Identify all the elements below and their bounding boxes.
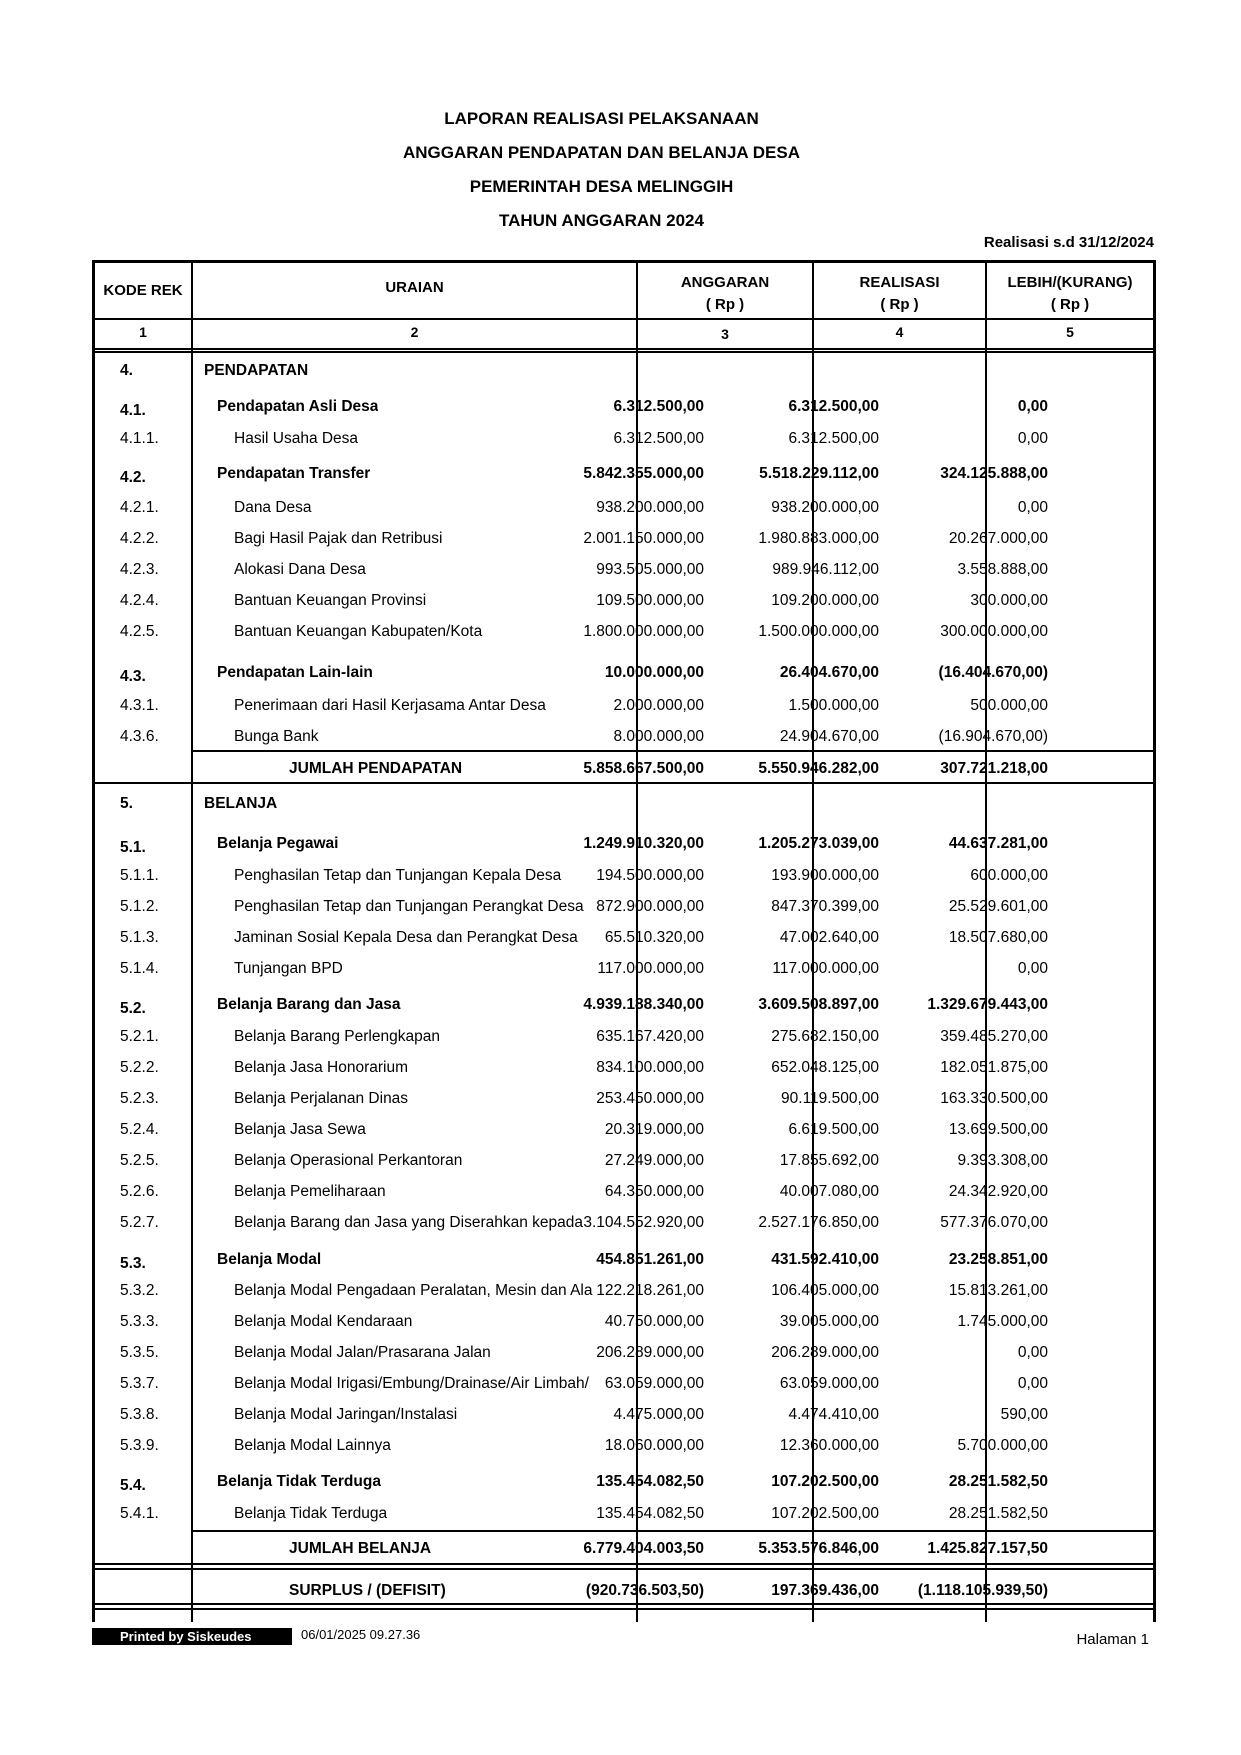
anggaran-value: 65.510.320,00 <box>604 929 704 946</box>
lebih-kurang-value: 23.258.851,00 <box>948 1251 1048 1268</box>
anggaran-value: 872.900.000,00 <box>596 898 704 915</box>
total-row <box>92 1582 1156 1612</box>
anggaran-value: 3.104.552.920,00 <box>583 1214 704 1231</box>
title-line-1: LAPORAN REALISASI PELAKSANAAN <box>444 109 759 128</box>
account-code: 4.1. <box>120 402 146 419</box>
anggaran-value: 135.454.082,50 <box>596 1473 704 1490</box>
lebih-kurang-value: 15.813.261,00 <box>948 1282 1048 1299</box>
table-row <box>92 1090 1156 1120</box>
anggaran-value: 6.312.500,00 <box>613 430 704 447</box>
anggaran-value: 5.842.355.000,00 <box>583 465 704 482</box>
realisasi-value: 6.619.500,00 <box>788 1121 879 1138</box>
header-anggaran-unit: ( Rp ) <box>705 296 745 313</box>
header-divider <box>92 318 1156 320</box>
realisasi-value: 12.360.000,00 <box>779 1437 879 1454</box>
account-code: 4.2.5. <box>120 623 159 640</box>
column-number: 2 <box>410 324 419 340</box>
lebih-kurang-value: 307.721.218,00 <box>940 760 1048 777</box>
realisasi-value: 5.353.576.846,00 <box>758 1540 879 1557</box>
account-name: Belanja Modal Lainnya <box>234 1437 391 1454</box>
account-code: 5.3.2. <box>120 1282 159 1299</box>
account-name: Belanja Modal Irigasi/Embung/Drainase/Air Limbah/ <box>234 1375 589 1392</box>
account-name: Belanja Modal Kendaraan <box>234 1313 413 1330</box>
realisasi-value: 2.527.176.850,00 <box>758 1214 879 1231</box>
account-code: 4.2. <box>120 469 146 486</box>
anggaran-value: 109.500.000,00 <box>596 592 704 609</box>
anggaran-value: 834.100.000,00 <box>596 1059 704 1076</box>
table-row <box>92 1473 1156 1503</box>
realisasi-value: 3.609.508.897,00 <box>758 996 879 1013</box>
table-row <box>92 1313 1156 1343</box>
table-row <box>92 697 1156 727</box>
anggaran-value: 117.000.000,00 <box>597 960 704 977</box>
realisasi-value: 106.405.000,00 <box>771 1282 879 1299</box>
table-row <box>92 795 1156 825</box>
account-code: 5.3.3. <box>120 1313 159 1330</box>
table-row <box>92 1059 1156 1089</box>
lebih-kurang-value: 9.393.308,00 <box>957 1152 1048 1169</box>
anggaran-value: (920.736.503,50) <box>585 1582 704 1599</box>
table-row <box>92 499 1156 529</box>
anggaran-value: 5.858.667.500,00 <box>583 760 704 777</box>
lebih-kurang-value: 24.342.920,00 <box>948 1183 1048 1200</box>
realisasi-value: 40.007.080,00 <box>779 1183 879 1200</box>
account-name: Belanja Pegawai <box>217 835 339 852</box>
table-row <box>92 362 1156 392</box>
column-number: 1 <box>139 324 147 340</box>
account-code: 5.2.2. <box>120 1059 159 1076</box>
account-name: Belanja Operasional Perkantoran <box>234 1152 463 1169</box>
account-code: 5.3. <box>120 1255 146 1272</box>
account-code: 5.1.1. <box>120 867 159 884</box>
lebih-kurang-value: 0,00 <box>1017 1375 1048 1392</box>
anggaran-value: 63.059.000,00 <box>604 1375 704 1392</box>
account-name: Penghasilan Tetap dan Tunjangan Kepala Desa <box>234 867 562 884</box>
header-lebih-label: LEBIH/(KURANG) <box>1007 274 1133 291</box>
printed-by-badge: Printed by Siskeudes <box>92 1628 292 1645</box>
report-title <box>0 108 1203 244</box>
account-name: Belanja Tidak Terduga <box>234 1505 388 1522</box>
anggaran-value: 8.000.000,00 <box>613 728 704 745</box>
header-realisasi-label: REALISASI <box>859 274 940 291</box>
account-name: Belanja Barang dan Jasa <box>217 996 401 1013</box>
lebih-kurang-value: (1.118.105.939,50) <box>917 1582 1048 1599</box>
account-code: 4.3.6. <box>120 728 159 745</box>
realisasi-value: 847.370.399,00 <box>771 898 879 915</box>
account-code: 5.1. <box>120 839 146 856</box>
realisasi-value: 5.550.946.282,00 <box>758 760 879 777</box>
realisasi-value: 17.855.692,00 <box>779 1152 879 1169</box>
table-row <box>92 835 1156 865</box>
account-name: JUMLAH BELANJA <box>289 1540 432 1557</box>
realisasi-value: 47.002.640,00 <box>779 929 879 946</box>
account-code: 5.4.1. <box>120 1505 159 1522</box>
lebih-kurang-value: 0,00 <box>1017 430 1048 447</box>
title-line-4: TAHUN ANGGARAN 2024 <box>499 211 704 230</box>
table-row <box>92 592 1156 622</box>
account-code: 5.3.9. <box>120 1437 159 1454</box>
realisasi-value: 107.202.500,00 <box>771 1505 879 1522</box>
table-row <box>92 430 1156 460</box>
realisasi-value: 6.312.500,00 <box>788 430 879 447</box>
table-row <box>92 561 1156 591</box>
realisasi-value: 39.005.000,00 <box>779 1313 879 1330</box>
anggaran-value: 135.454.082,50 <box>596 1505 704 1522</box>
lebih-kurang-value: 0,00 <box>1017 398 1048 415</box>
table-row <box>92 465 1156 495</box>
table-row <box>92 898 1156 928</box>
lebih-kurang-value: 1.745.000,00 <box>957 1313 1048 1330</box>
title-line-3: PEMERINTAH DESA MELINGGIH <box>469 177 734 196</box>
lebih-kurang-value: 28.251.582,50 <box>948 1473 1048 1490</box>
lebih-kurang-value: 163.330.500,00 <box>940 1090 1048 1107</box>
account-code: 5.4. <box>120 1477 146 1494</box>
account-code: 4.2.1. <box>120 499 159 516</box>
account-code: 4.2.2. <box>120 530 159 547</box>
header-divider <box>92 351 1156 353</box>
anggaran-value: 2.001.150.000,00 <box>583 530 704 547</box>
account-name: Belanja Jasa Sewa <box>234 1121 366 1138</box>
realisasi-value: 4.474.410,00 <box>788 1406 879 1423</box>
anggaran-value: 2.000.000,00 <box>613 697 704 714</box>
account-name: Bagi Hasil Pajak dan Retribusi <box>234 530 443 547</box>
account-name: Belanja Pemeliharaan <box>234 1183 386 1200</box>
realisasi-value: 193.900.000,00 <box>771 867 879 884</box>
account-name: Pendapatan Transfer <box>217 465 371 482</box>
account-name: Belanja Modal Jaringan/Instalasi <box>234 1406 458 1423</box>
table-row <box>92 728 1156 758</box>
lebih-kurang-value: 590,00 <box>1000 1406 1048 1423</box>
anggaran-value: 206.289.000,00 <box>596 1344 704 1361</box>
column-number: 5 <box>1066 324 1074 340</box>
account-name: Belanja Tidak Terduga <box>217 1473 381 1490</box>
account-code: 5.1.4. <box>120 960 159 977</box>
anggaran-value: 122.218.261,00 <box>596 1282 704 1299</box>
lebih-kurang-value: 5.700.000,00 <box>957 1437 1048 1454</box>
account-name: Alokasi Dana Desa <box>234 561 366 578</box>
lebih-kurang-value: 359.485.270,00 <box>940 1028 1048 1045</box>
realisasi-value: 109.200.000,00 <box>771 592 879 609</box>
account-code: 4.2.3. <box>120 561 159 578</box>
account-name: Bantuan Keuangan Provinsi <box>234 592 427 609</box>
lebih-kurang-value: 28.251.582,50 <box>948 1505 1048 1522</box>
account-code: 4.1.1. <box>120 430 159 447</box>
account-name: SURPLUS / (DEFISIT) <box>289 1582 446 1599</box>
header-anggaran <box>638 272 812 316</box>
lebih-kurang-value: 300.000,00 <box>970 592 1048 609</box>
realisasi-value: 938.200.000,00 <box>771 499 879 516</box>
header-realisasi <box>814 272 985 316</box>
lebih-kurang-value: 182.051.875,00 <box>940 1059 1048 1076</box>
account-code: 5.2.7. <box>120 1214 159 1231</box>
account-name: JUMLAH PENDAPATAN <box>289 760 463 777</box>
account-name: Belanja Barang dan Jasa yang Diserahkan kepada <box>234 1214 583 1231</box>
title-line-2: ANGGARAN PENDAPATAN DAN BELANJA DESA <box>403 143 800 162</box>
account-code: 5.3.5. <box>120 1344 159 1361</box>
table-row <box>92 1344 1156 1374</box>
anggaran-value: 10.000.000,00 <box>604 664 704 681</box>
table-row <box>92 1251 1156 1281</box>
account-code: 5.1.3. <box>120 929 159 946</box>
anggaran-value: 635.167.420,00 <box>596 1028 704 1045</box>
lebih-kurang-value: 0,00 <box>1017 960 1048 977</box>
header-uraian: URAIAN <box>385 279 444 296</box>
account-name: Penerimaan dari Hasil Kerjasama Antar Desa <box>234 697 546 714</box>
account-code: 4. <box>120 362 133 379</box>
table-row <box>92 1406 1156 1436</box>
account-name: Belanja Modal Jalan/Prasarana Jalan <box>234 1344 491 1361</box>
lebih-kurang-value: 25.529.601,00 <box>948 898 1048 915</box>
anggaran-value: 4.475.000,00 <box>613 1406 704 1423</box>
lebih-kurang-value: 3.558.888,00 <box>957 561 1048 578</box>
anggaran-value: 40.750.000,00 <box>604 1313 704 1330</box>
realisasi-value: 26.404.670,00 <box>779 664 879 681</box>
lebih-kurang-value: 13.699.500,00 <box>948 1121 1048 1138</box>
account-code: 4.3. <box>120 668 146 685</box>
lebih-kurang-value: 0,00 <box>1017 499 1048 516</box>
realisasi-value: 63.059.000,00 <box>779 1375 879 1392</box>
anggaran-value: 18.060.000,00 <box>604 1437 704 1454</box>
lebih-kurang-value: 0,00 <box>1017 1344 1048 1361</box>
header-realisasi-unit: ( Rp ) <box>880 296 919 313</box>
realisasi-value: 90.119.500,00 <box>781 1090 879 1107</box>
anggaran-value: 4.939.188.340,00 <box>583 996 704 1013</box>
account-name: Bantuan Keuangan Kabupaten/Kota <box>234 623 483 640</box>
account-code: 5.2. <box>120 1000 146 1017</box>
account-name: BELANJA <box>204 795 278 812</box>
account-name: Belanja Perjalanan Dinas <box>234 1090 409 1107</box>
realisasi-value: 1.980.883.000,00 <box>758 530 879 547</box>
account-code: 5.2.5. <box>120 1152 159 1169</box>
account-name: Dana Desa <box>234 499 312 516</box>
table-row <box>92 1121 1156 1151</box>
table-row <box>92 1437 1156 1467</box>
realisasi-value: 117.000.000,00 <box>772 960 879 977</box>
lebih-kurang-value: 20.267.000,00 <box>948 530 1048 547</box>
anggaran-value: 1.800.000.000,00 <box>583 623 704 640</box>
lebih-kurang-value: 577.376.070,00 <box>940 1214 1048 1231</box>
header-lebih-kurang <box>987 272 1153 316</box>
anggaran-value: 454.851.261,00 <box>596 1251 704 1268</box>
anggaran-value: 993.505.000,00 <box>596 561 704 578</box>
realisasi-value: 652.048.125,00 <box>771 1059 879 1076</box>
total-row <box>92 760 1156 790</box>
table-row <box>92 1375 1156 1405</box>
realisasi-value: 1.205.273.039,00 <box>758 835 879 852</box>
report-period: Realisasi s.d 31/12/2024 <box>983 234 1154 251</box>
account-name: Belanja Jasa Honorarium <box>234 1059 409 1076</box>
account-code: 4.3.1. <box>120 697 159 714</box>
header-kode: KODE REK <box>103 282 183 299</box>
header-lebih-unit: ( Rp ) <box>1050 296 1090 313</box>
account-name: Penghasilan Tetap dan Tunjangan Perangkat Desa <box>234 898 584 915</box>
table-row <box>92 1028 1156 1058</box>
realisasi-value: 5.518.229.112,00 <box>759 465 879 482</box>
account-code: 4.2.4. <box>120 592 159 609</box>
account-name: Hasil Usaha Desa <box>234 430 359 447</box>
account-name: Belanja Modal <box>217 1251 322 1268</box>
table-row <box>92 1282 1156 1312</box>
lebih-kurang-value: (16.904.670,00) <box>938 728 1048 745</box>
lebih-kurang-value: 300.000.000,00 <box>940 623 1048 640</box>
anggaran-value: 64.350.000,00 <box>604 1183 704 1200</box>
table-row <box>92 867 1156 897</box>
account-name: Belanja Modal Pengadaan Peralatan, Mesin dan Ala <box>234 1282 593 1299</box>
column-number: 3 <box>721 326 729 342</box>
lebih-kurang-value: 500.000,00 <box>970 697 1048 714</box>
lebih-kurang-value: 324.125.888,00 <box>940 465 1048 482</box>
realisasi-value: 197.369.436,00 <box>771 1582 879 1599</box>
total-row <box>92 1540 1156 1570</box>
lebih-kurang-value: 1.329.679.443,00 <box>927 996 1048 1013</box>
anggaran-value: 6.312.500,00 <box>613 398 704 415</box>
realisasi-value: 206.289.000,00 <box>771 1344 879 1361</box>
account-name: Bunga Bank <box>234 728 319 745</box>
realisasi-value: 431.592.410,00 <box>771 1251 879 1268</box>
account-name: Pendapatan Lain-lain <box>217 664 373 681</box>
lebih-kurang-value: 600.000,00 <box>970 867 1048 884</box>
account-name: PENDAPATAN <box>204 362 309 379</box>
table-row <box>92 623 1156 653</box>
account-code: 5.1.2. <box>120 898 159 915</box>
realisasi-value: 6.312.500,00 <box>788 398 879 415</box>
account-name: Tunjangan BPD <box>234 960 343 977</box>
anggaran-value: 938.200.000,00 <box>596 499 704 516</box>
account-name: Pendapatan Asli Desa <box>217 398 379 415</box>
realisasi-value: 1.500.000.000,00 <box>758 623 879 640</box>
table-row <box>92 664 1156 694</box>
anggaran-value: 1.249.910.320,00 <box>583 835 704 852</box>
account-code: 5.2.1. <box>120 1028 159 1045</box>
table-row <box>92 1152 1156 1182</box>
realisasi-value: 989.946.112,00 <box>772 561 879 578</box>
table-row <box>92 530 1156 560</box>
anggaran-value: 27.249.000,00 <box>604 1152 704 1169</box>
account-name: Jaminan Sosial Kepala Desa dan Perangkat Desa <box>234 929 578 946</box>
table-row <box>92 960 1156 990</box>
realisasi-value: 275.682.150,00 <box>771 1028 879 1045</box>
anggaran-value: 6.779.404.003,50 <box>583 1540 704 1557</box>
account-code: 5.3.8. <box>120 1406 159 1423</box>
account-code: 5.2.4. <box>120 1121 159 1138</box>
anggaran-value: 253.450.000,00 <box>596 1090 704 1107</box>
account-code: 5.2.3. <box>120 1090 159 1107</box>
table-row <box>92 929 1156 959</box>
anggaran-value: 20.319.000,00 <box>604 1121 704 1138</box>
table-row <box>92 398 1156 428</box>
table-row <box>92 1183 1156 1213</box>
account-code: 5. <box>120 795 133 812</box>
realisasi-value: 24.904.670,00 <box>779 728 879 745</box>
printed-at: 06/01/2025 09.27.36 <box>301 1627 421 1642</box>
account-code: 5.3.7. <box>120 1375 159 1392</box>
lebih-kurang-value: 18.507.680,00 <box>948 929 1048 946</box>
header-divider <box>92 348 1156 350</box>
column-number: 4 <box>895 324 904 340</box>
lebih-kurang-value: 44.637.281,00 <box>948 835 1048 852</box>
page-number: Halaman 1 <box>1076 1631 1149 1648</box>
account-name: Belanja Barang Perlengkapan <box>234 1028 440 1045</box>
header-anggaran-label: ANGGARAN <box>680 274 770 291</box>
table-row <box>92 1214 1156 1244</box>
account-code: 5.2.6. <box>120 1183 159 1200</box>
lebih-kurang-value: (16.404.670,00) <box>938 664 1048 681</box>
anggaran-value: 194.500.000,00 <box>596 867 704 884</box>
realisasi-value: 1.500.000,00 <box>788 697 879 714</box>
table-row <box>92 996 1156 1026</box>
lebih-kurang-value: 1.425.827.157,50 <box>927 1540 1048 1557</box>
table-row <box>92 1505 1156 1535</box>
realisasi-value: 107.202.500,00 <box>771 1473 879 1490</box>
